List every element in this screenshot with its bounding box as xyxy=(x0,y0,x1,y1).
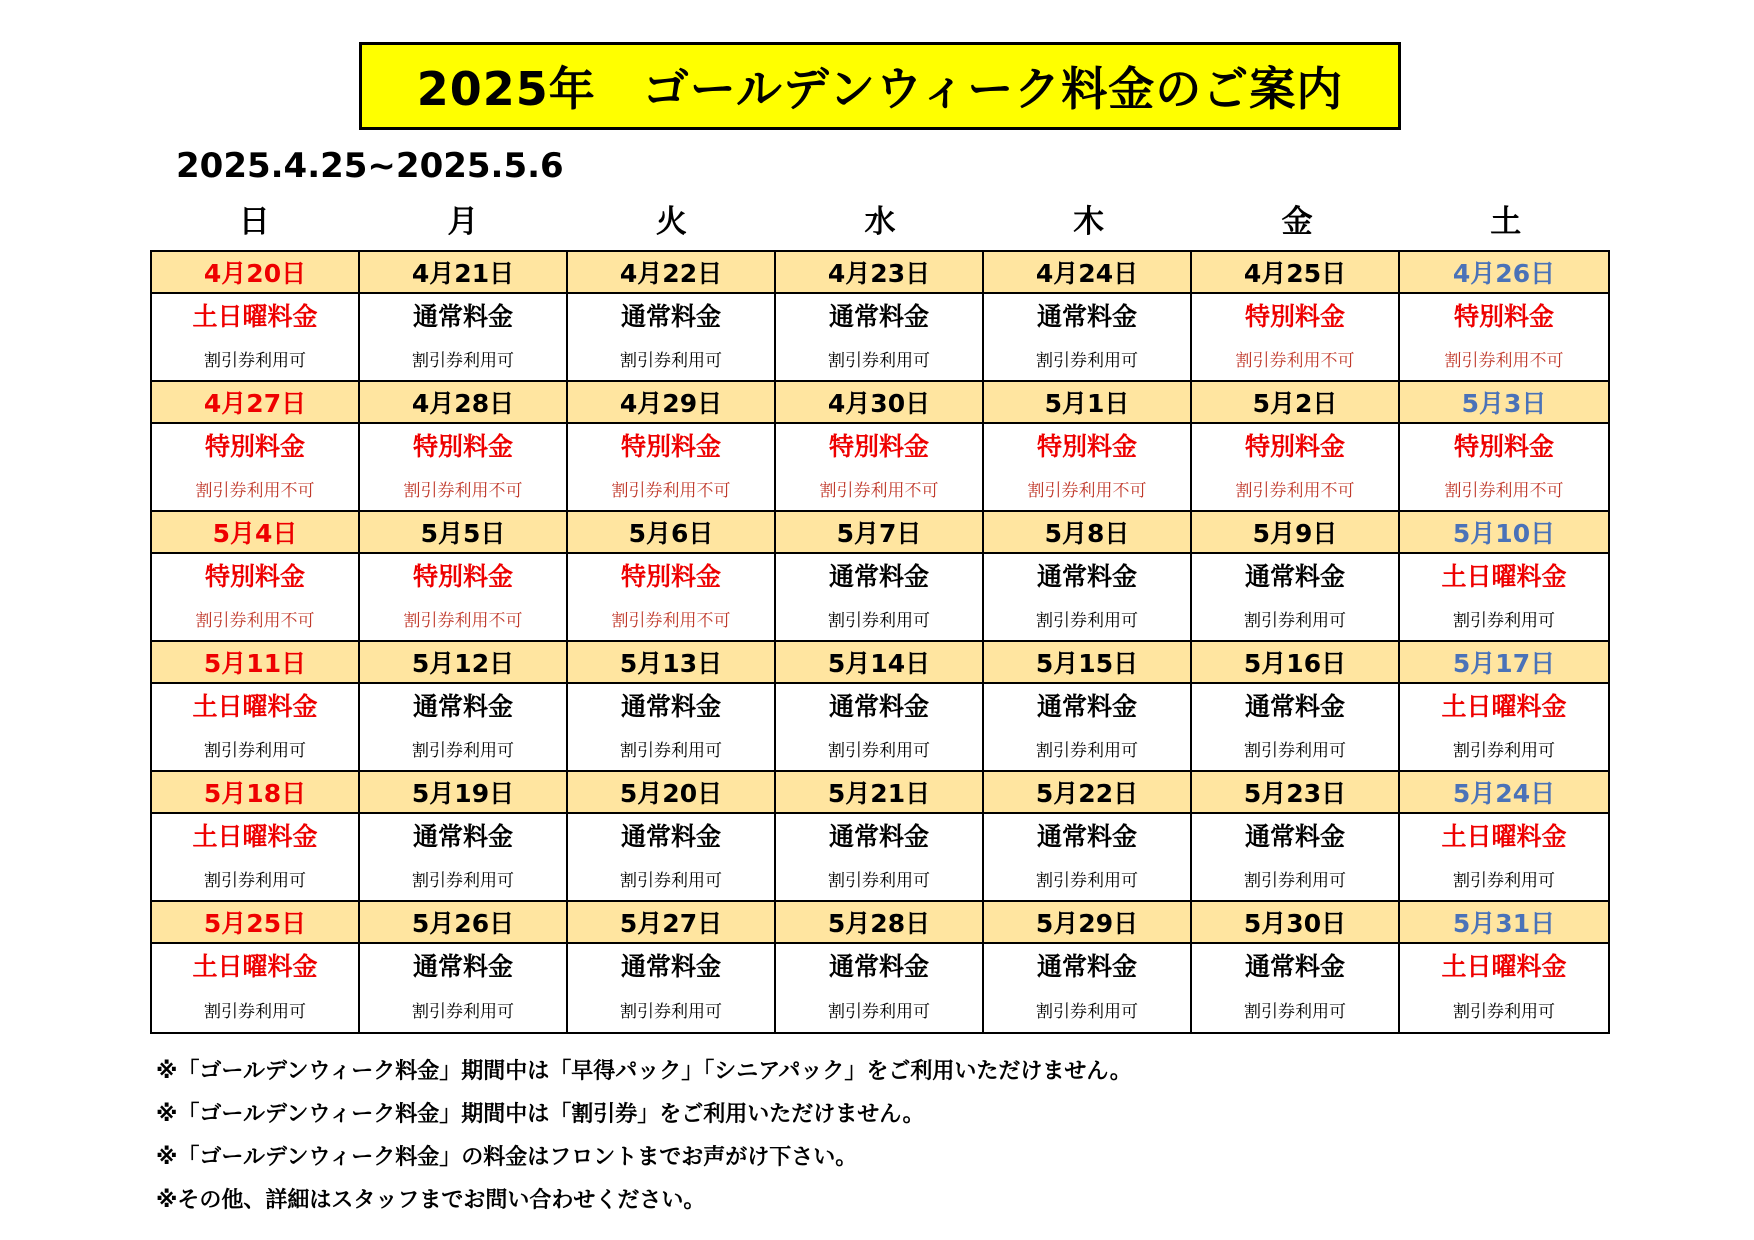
weekday-fri: 金 xyxy=(1281,204,1313,240)
day-date: 5月28日 xyxy=(776,902,982,944)
day-rate: 土日曜料金 xyxy=(192,692,318,721)
day-rate: 通常料金 xyxy=(1036,952,1137,981)
day-coupon-status: 割引券利用可 xyxy=(620,870,722,891)
notes xyxy=(156,1050,1596,1222)
weekday-wed: 水 xyxy=(864,204,896,240)
day-coupon-status: 割引券利用不可 xyxy=(403,480,523,501)
calendar-day-cell xyxy=(152,512,360,642)
day-rate: 通常料金 xyxy=(1036,302,1137,331)
day-date: 4月28日 xyxy=(360,382,566,424)
day-rate: 通常料金 xyxy=(1244,562,1345,591)
calendar-day-cell xyxy=(152,902,360,1032)
calendar-day-cell xyxy=(1192,252,1400,382)
day-date: 5月10日 xyxy=(1400,512,1608,554)
day-date: 4月29日 xyxy=(568,382,774,424)
day-rate: 通常料金 xyxy=(412,692,513,721)
day-date: 5月19日 xyxy=(360,772,566,814)
day-coupon-status: 割引券利用可 xyxy=(204,740,306,761)
day-coupon-status: 割引券利用可 xyxy=(1244,870,1346,891)
calendar-day-cell xyxy=(360,772,568,902)
calendar-day-cell xyxy=(984,772,1192,902)
day-date: 5月21日 xyxy=(776,772,982,814)
calendar-day-cell xyxy=(152,772,360,902)
note-item: ※「ゴールデンウィーク料金」期間中は「早得パック」「シニアパック」をご利用いただけません。 xyxy=(156,1059,1132,1084)
day-coupon-status: 割引券利用可 xyxy=(1453,610,1555,631)
day-coupon-status: 割引券利用不可 xyxy=(403,610,523,631)
day-date: 5月15日 xyxy=(984,642,1190,684)
day-coupon-status: 割引券利用不可 xyxy=(195,610,315,631)
day-rate: 通常料金 xyxy=(412,822,513,851)
calendar-day-cell xyxy=(984,512,1192,642)
calendar-day-cell xyxy=(776,512,984,642)
day-date: 5月3日 xyxy=(1400,382,1608,424)
day-coupon-status: 割引券利用可 xyxy=(1036,740,1138,761)
day-rate: 通常料金 xyxy=(828,302,929,331)
calendar-day-cell xyxy=(360,902,568,1032)
day-coupon-status: 割引券利用可 xyxy=(204,1001,306,1022)
day-date: 4月21日 xyxy=(360,252,566,294)
day-date: 5月25日 xyxy=(152,902,358,944)
calendar-day-cell xyxy=(1192,772,1400,902)
day-rate: 通常料金 xyxy=(1244,692,1345,721)
calendar-day-cell xyxy=(1192,512,1400,642)
day-rate: 通常料金 xyxy=(1036,692,1137,721)
calendar-day-cell xyxy=(1192,382,1400,512)
calendar-day-cell xyxy=(360,382,568,512)
day-date: 4月25日 xyxy=(1192,252,1398,294)
calendar-day-cell xyxy=(1400,382,1608,512)
day-rate: 通常料金 xyxy=(1036,822,1137,851)
day-coupon-status: 割引券利用可 xyxy=(1244,740,1346,761)
day-coupon-status: 割引券利用可 xyxy=(828,740,930,761)
period-range: 2025.4.25~2025.5.6 xyxy=(176,146,564,186)
day-date: 5月23日 xyxy=(1192,772,1398,814)
day-coupon-status: 割引券利用不可 xyxy=(1444,350,1564,371)
day-date: 5月18日 xyxy=(152,772,358,814)
day-date: 5月4日 xyxy=(152,512,358,554)
day-coupon-status: 割引券利用可 xyxy=(412,740,514,761)
day-date: 5月26日 xyxy=(360,902,566,944)
day-coupon-status: 割引券利用不可 xyxy=(819,480,939,501)
calendar-day-cell xyxy=(568,382,776,512)
day-rate: 通常料金 xyxy=(620,822,721,851)
calendar-day-cell xyxy=(568,512,776,642)
day-date: 5月2日 xyxy=(1192,382,1398,424)
page-title: 2025年 ゴールデンウィーク料金のご案内 xyxy=(359,42,1401,130)
day-date: 5月1日 xyxy=(984,382,1190,424)
day-coupon-status: 割引券利用可 xyxy=(828,610,930,631)
day-rate: 通常料金 xyxy=(620,692,721,721)
day-coupon-status: 割引券利用可 xyxy=(828,350,930,371)
day-rate: 通常料金 xyxy=(1244,822,1345,851)
day-rate: 土日曜料金 xyxy=(1441,952,1567,981)
day-coupon-status: 割引券利用不可 xyxy=(1235,350,1355,371)
day-date: 4月24日 xyxy=(984,252,1190,294)
weekday-mon: 月 xyxy=(447,204,479,240)
day-date: 4月20日 xyxy=(152,252,358,294)
day-date: 5月16日 xyxy=(1192,642,1398,684)
day-rate: 土日曜料金 xyxy=(1441,692,1567,721)
calendar-day-cell xyxy=(568,902,776,1032)
day-date: 5月22日 xyxy=(984,772,1190,814)
day-date: 5月30日 xyxy=(1192,902,1398,944)
day-date: 5月12日 xyxy=(360,642,566,684)
calendar-day-cell xyxy=(776,252,984,382)
day-date: 4月30日 xyxy=(776,382,982,424)
day-coupon-status: 割引券利用可 xyxy=(620,740,722,761)
day-date: 5月11日 xyxy=(152,642,358,684)
day-date: 5月7日 xyxy=(776,512,982,554)
day-date: 4月26日 xyxy=(1400,252,1608,294)
calendar-grid xyxy=(150,250,1610,1034)
day-coupon-status: 割引券利用可 xyxy=(1244,610,1346,631)
day-date: 5月8日 xyxy=(984,512,1190,554)
day-rate: 特別料金 xyxy=(1036,432,1137,461)
day-rate: 通常料金 xyxy=(828,952,929,981)
day-rate: 通常料金 xyxy=(828,822,929,851)
day-coupon-status: 割引券利用不可 xyxy=(195,480,315,501)
day-coupon-status: 割引券利用可 xyxy=(1453,740,1555,761)
day-date: 4月23日 xyxy=(776,252,982,294)
day-coupon-status: 割引券利用可 xyxy=(620,1001,722,1022)
day-rate: 土日曜料金 xyxy=(192,302,318,331)
day-date: 4月22日 xyxy=(568,252,774,294)
day-rate: 特別料金 xyxy=(204,432,305,461)
day-coupon-status: 割引券利用可 xyxy=(828,1001,930,1022)
day-coupon-status: 割引券利用可 xyxy=(1036,1001,1138,1022)
day-rate: 土日曜料金 xyxy=(1441,822,1567,851)
calendar-day-cell xyxy=(568,642,776,772)
day-rate: 特別料金 xyxy=(620,562,721,591)
calendar-day-cell xyxy=(360,642,568,772)
weekday-sun: 日 xyxy=(238,204,270,240)
day-rate: 特別料金 xyxy=(412,562,513,591)
calendar-day-cell xyxy=(1192,642,1400,772)
calendar-day-cell xyxy=(360,252,568,382)
day-date: 5月17日 xyxy=(1400,642,1608,684)
day-coupon-status: 割引券利用可 xyxy=(1244,1001,1346,1022)
day-date: 5月5日 xyxy=(360,512,566,554)
day-date: 5月6日 xyxy=(568,512,774,554)
day-coupon-status: 割引券利用可 xyxy=(1453,1001,1555,1022)
day-coupon-status: 割引券利用不可 xyxy=(1444,480,1564,501)
day-coupon-status: 割引券利用不可 xyxy=(611,610,731,631)
note-item: ※「ゴールデンウィーク料金」期間中は「割引券」をご利用いただけません。 xyxy=(156,1102,925,1127)
day-rate: 通常料金 xyxy=(620,952,721,981)
weekday-thu: 木 xyxy=(1073,204,1105,240)
calendar-day-cell xyxy=(568,772,776,902)
day-date: 4月27日 xyxy=(152,382,358,424)
day-date: 5月20日 xyxy=(568,772,774,814)
calendar-day-cell xyxy=(1400,902,1608,1032)
day-rate: 特別料金 xyxy=(1244,302,1345,331)
day-coupon-status: 割引券利用可 xyxy=(1036,610,1138,631)
day-rate: 通常料金 xyxy=(412,302,513,331)
day-rate: 特別料金 xyxy=(204,562,305,591)
calendar-day-cell xyxy=(1400,642,1608,772)
day-rate: 通常料金 xyxy=(828,692,929,721)
day-coupon-status: 割引券利用不可 xyxy=(611,480,731,501)
day-rate: 通常料金 xyxy=(1036,562,1137,591)
day-date: 5月27日 xyxy=(568,902,774,944)
note-item: ※「ゴールデンウィーク料金」の料金はフロントまでお声がけ下さい。 xyxy=(156,1145,858,1170)
day-date: 5月29日 xyxy=(984,902,1190,944)
day-rate: 通常料金 xyxy=(1244,952,1345,981)
calendar-day-cell xyxy=(1192,902,1400,1032)
calendar-day-cell xyxy=(568,252,776,382)
day-coupon-status: 割引券利用可 xyxy=(1036,870,1138,891)
calendar-day-cell xyxy=(152,252,360,382)
day-rate: 特別料金 xyxy=(1453,432,1554,461)
day-date: 5月24日 xyxy=(1400,772,1608,814)
day-coupon-status: 割引券利用不可 xyxy=(1027,480,1147,501)
day-coupon-status: 割引券利用可 xyxy=(620,350,722,371)
calendar-day-cell xyxy=(776,772,984,902)
day-date: 5月31日 xyxy=(1400,902,1608,944)
day-rate: 特別料金 xyxy=(1453,302,1554,331)
calendar-day-cell xyxy=(1400,512,1608,642)
calendar-day-cell xyxy=(984,382,1192,512)
day-rate: 特別料金 xyxy=(828,432,929,461)
day-coupon-status: 割引券利用不可 xyxy=(1235,480,1355,501)
calendar-day-cell xyxy=(152,642,360,772)
calendar-day-cell xyxy=(776,902,984,1032)
calendar-day-cell xyxy=(152,382,360,512)
day-rate: 特別料金 xyxy=(412,432,513,461)
day-rate: 土日曜料金 xyxy=(192,952,318,981)
day-coupon-status: 割引券利用可 xyxy=(412,1001,514,1022)
day-coupon-status: 割引券利用可 xyxy=(412,870,514,891)
weekday-sat: 土 xyxy=(1490,204,1522,240)
day-rate: 通常料金 xyxy=(828,562,929,591)
day-date: 5月13日 xyxy=(568,642,774,684)
day-rate: 特別料金 xyxy=(620,432,721,461)
calendar-day-cell xyxy=(1400,772,1608,902)
day-coupon-status: 割引券利用可 xyxy=(828,870,930,891)
calendar-day-cell xyxy=(1400,252,1608,382)
day-rate: 土日曜料金 xyxy=(1441,562,1567,591)
calendar-day-cell xyxy=(360,512,568,642)
note-item: ※その他、詳細はスタッフまでお問い合わせください。 xyxy=(156,1188,706,1213)
calendar-day-cell xyxy=(984,642,1192,772)
day-rate: 特別料金 xyxy=(1244,432,1345,461)
calendar-day-cell xyxy=(984,252,1192,382)
weekday-header xyxy=(150,200,1610,244)
calendar-day-cell xyxy=(776,642,984,772)
day-date: 5月14日 xyxy=(776,642,982,684)
day-coupon-status: 割引券利用可 xyxy=(1036,350,1138,371)
calendar-day-cell xyxy=(776,382,984,512)
day-date: 5月9日 xyxy=(1192,512,1398,554)
day-rate: 土日曜料金 xyxy=(192,822,318,851)
weekday-tue: 火 xyxy=(655,204,687,240)
day-coupon-status: 割引券利用可 xyxy=(1453,870,1555,891)
calendar-day-cell xyxy=(984,902,1192,1032)
day-coupon-status: 割引券利用可 xyxy=(204,350,306,371)
day-coupon-status: 割引券利用可 xyxy=(412,350,514,371)
day-rate: 通常料金 xyxy=(620,302,721,331)
day-coupon-status: 割引券利用可 xyxy=(204,870,306,891)
day-rate: 通常料金 xyxy=(412,952,513,981)
